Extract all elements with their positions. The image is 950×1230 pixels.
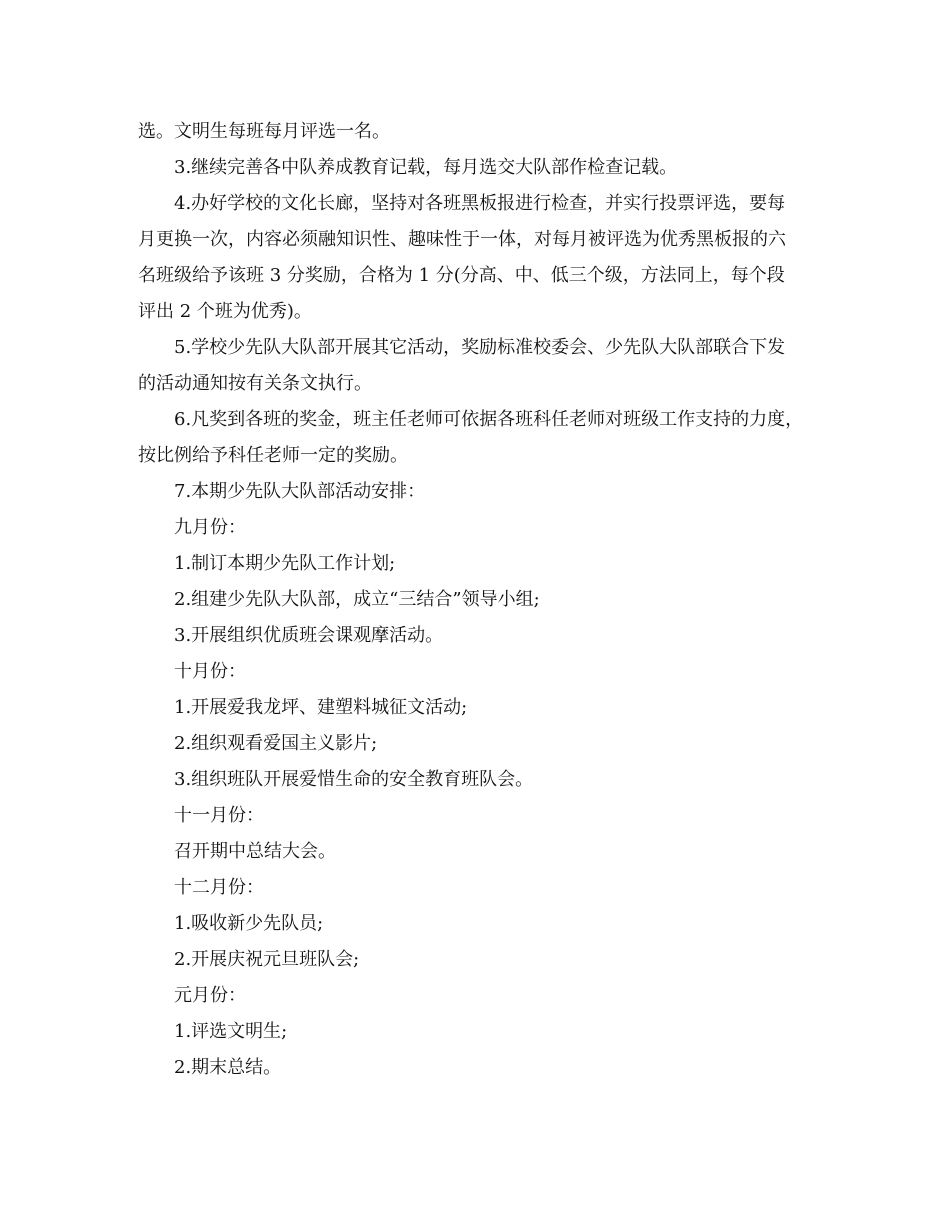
list-item: 3.开展组织优质班会课观摩活动。 [174,625,444,646]
list-item: 1.制订本期少先队工作计划; [174,553,396,574]
text-line: 4.办好学校的文化长廊，坚持对各班黑板报进行检查，并实行投票评选，要每 [174,193,786,214]
list-item: 1.评选文明生; [174,1021,288,1042]
list-item: 2.开展庆祝元旦班队会; [174,949,360,970]
text-line: 按比例给予科任老师一定的奖励。 [138,445,408,466]
month-heading: 十月份： [174,661,246,682]
text-line: 评出 2 个班为优秀)。 [138,301,312,322]
list-item: 召开期中总结大会。 [174,841,336,862]
text-line: 6.凡奖到各班的奖金，班主任老师可依据各班科任老师对班级工作支持的力度， [174,409,804,430]
month-heading: 十二月份： [174,877,264,898]
text-line: 3.继续完善各中队养成教育记载，每月选交大队部作检查记载。 [174,157,678,178]
list-item: 1.开展爱我龙坪、建塑料城征文活动; [174,697,468,718]
month-heading: 元月份： [174,985,246,1006]
month-heading: 十一月份： [174,805,264,826]
text-line: 月更换一次，内容必须融知识性、趣味性于一体，对每月被评选为优秀黑板报的六 [138,229,786,250]
document-body [138,114,828,1086]
text-line: 名班级给予该班 3 分奖励，合格为 1 分(分高、中、低三个级，方法同上，每个段 [138,265,785,286]
text-line: 选。文明生每班每月评选一名。 [138,121,390,142]
list-item: 1.吸收新少先队员; [174,913,324,934]
list-item: 2.组建少先队大队部，成立“三结合”领导小组; [174,589,540,610]
text-line: 7.本期少先队大队部活动安排： [174,481,426,502]
list-item: 2.组织观看爱国主义影片; [174,733,378,754]
text-line: 5.学校少先队大队部开展其它活动，奖励标准校委会、少先队大队部联合下发 [174,337,786,358]
list-item: 2.期末总结。 [174,1057,282,1078]
text-line: 的活动通知按有关条文执行。 [138,373,372,394]
month-heading: 九月份： [174,517,246,538]
list-item: 3.组织班队开展爱惜生命的安全教育班队会。 [174,769,534,790]
